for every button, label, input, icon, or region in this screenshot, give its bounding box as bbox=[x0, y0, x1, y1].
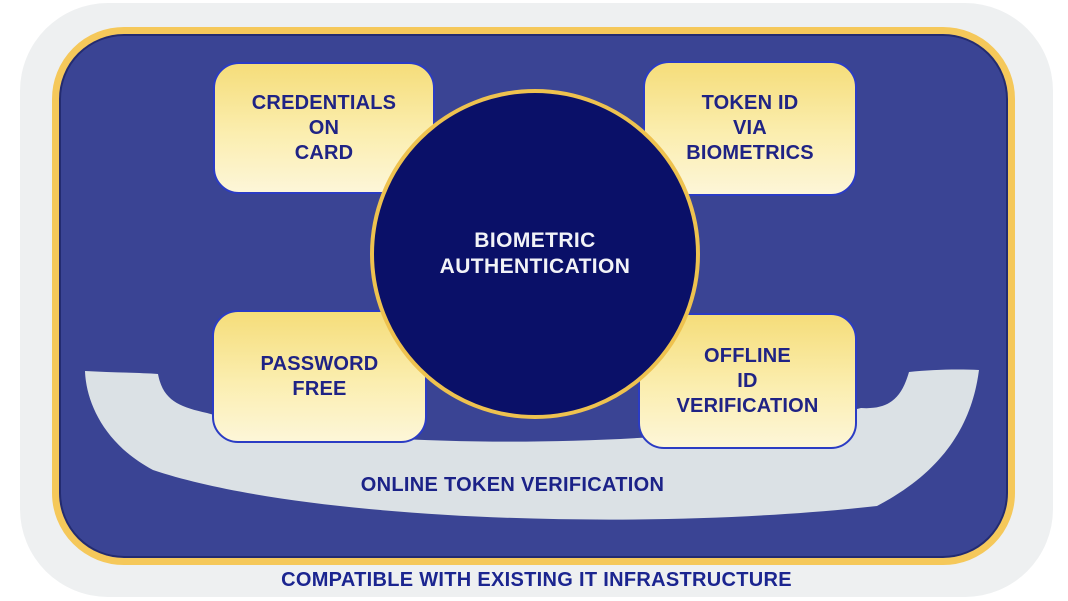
biometric-authentication-circle bbox=[370, 89, 700, 419]
box-line: FREE bbox=[292, 377, 347, 400]
box-line: TOKEN ID bbox=[701, 92, 799, 114]
box-line: CARD bbox=[294, 141, 354, 164]
box-line: PASSWORD bbox=[260, 352, 379, 375]
box-line: ON bbox=[308, 116, 340, 139]
box-line: OFFLINE bbox=[704, 344, 791, 367]
online-token-verification-label: ONLINE TOKEN VERIFICATION bbox=[360, 474, 665, 496]
box-line: CREDENTIALS bbox=[251, 91, 397, 114]
box-line: ID bbox=[737, 369, 758, 392]
footer-caption: COMPATIBLE WITH EXISTING IT INFRASTRUCTURE bbox=[281, 569, 792, 591]
circle-line: AUTHENTICATION bbox=[439, 255, 631, 278]
box-line: VERIFICATION bbox=[676, 394, 819, 417]
circle-line: BIOMETRIC bbox=[474, 229, 596, 252]
box-line: VIA bbox=[733, 117, 767, 139]
box-line: BIOMETRICS bbox=[686, 142, 814, 164]
